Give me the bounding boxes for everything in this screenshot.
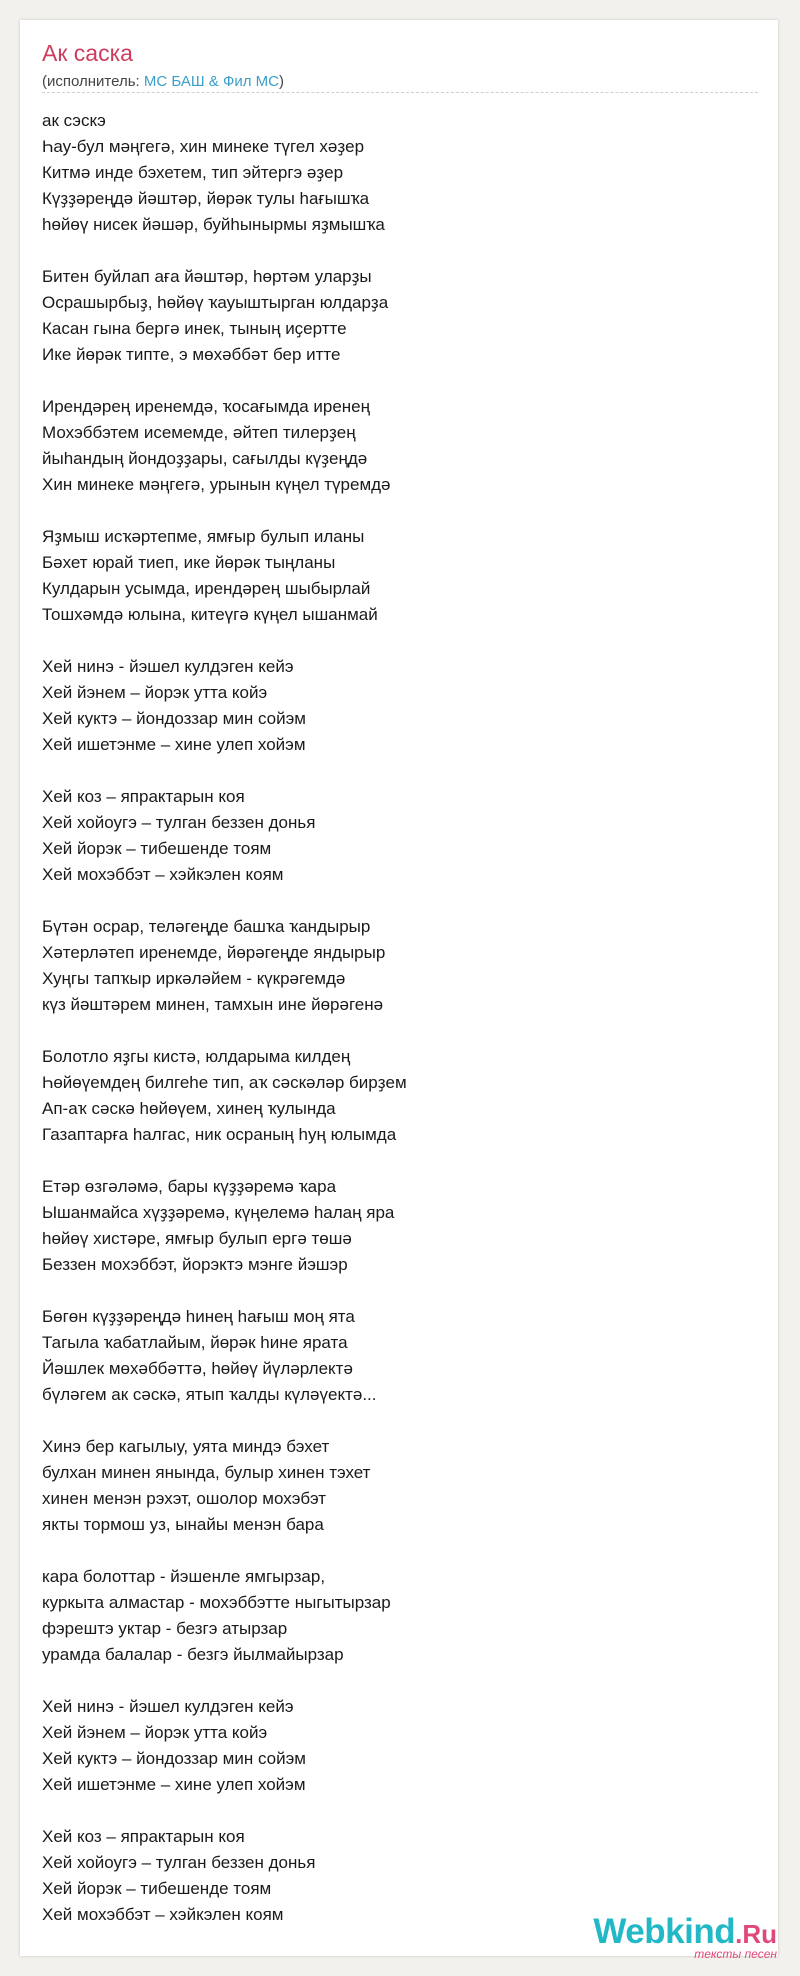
lyric-line: Һау-бул мәңгегә, хин минеке түгел хәҙер xyxy=(42,137,365,156)
lyric-line: Хей коз – япрактарын коя xyxy=(42,787,245,806)
lyric-line: Ап-аҡ сәскә һөйөүем, хинең ҡулында xyxy=(42,1099,336,1118)
stanza-gap xyxy=(42,498,758,524)
stanza xyxy=(42,914,758,1018)
stanza-gap xyxy=(42,368,758,394)
stanza xyxy=(42,394,758,498)
logo-tagline: тексты песен xyxy=(694,1947,777,1961)
lyric-line: Күҙҙәреңдә йәштәр, йөрәк тулы һағышҡа xyxy=(42,189,370,208)
lyrics-card xyxy=(20,20,778,1961)
lyric-line: күз йәштәрем минен, тамхын ине йөрәгенә xyxy=(42,995,384,1014)
song-title: Ак саска xyxy=(42,40,133,66)
stanza-gap xyxy=(42,1278,758,1304)
stanza xyxy=(42,784,758,888)
lyric-line: булхан минен янында, булыр хинен тэхет xyxy=(42,1463,371,1482)
stanza xyxy=(42,1434,758,1538)
lyric-line: Йәшлек мөхәббәттә, һөйөү йүләрлектә xyxy=(42,1359,353,1378)
lyric-line: Бөгөн күҙҙәреңдә һинең һағыш моң ята xyxy=(42,1307,355,1326)
lyric-line: Етәр өзгәләмә, бары күҙҙәремә ҡара xyxy=(42,1177,337,1196)
stanza xyxy=(42,1044,758,1148)
stanza-gap xyxy=(42,238,758,264)
lyric-line: Хей хойоугэ – тулган беззен донья xyxy=(42,1853,316,1872)
lyric-line: Хей йэнем – йорэк утта койэ xyxy=(42,1723,268,1742)
lyric-line: хинен менэн рэхэт, ошолор мохэбэт xyxy=(42,1489,327,1508)
lyric-line: Хей йорэк – тибешенде тоям xyxy=(42,1879,272,1898)
site-logo[interactable] xyxy=(582,1912,777,1961)
artist-suffix: ) xyxy=(279,73,285,90)
stanza xyxy=(42,1174,758,1278)
lyric-line: Хей коз – япрактарын коя xyxy=(42,1827,245,1846)
stanza-gap xyxy=(42,1148,758,1174)
lyric-line: Битен буйлап аға йәштәр, һөртәм уларҙы xyxy=(42,267,372,286)
lyric-line: Хей мохэббэт – хэйкэлен коям xyxy=(42,1905,284,1924)
stanza xyxy=(42,1564,758,1668)
lyric-line: Хей ишетэнме – хине улеп хойэм xyxy=(42,1775,306,1794)
stanza xyxy=(42,654,758,758)
lyric-line: Һөйөүемдең билгеһе тип, аҡ сәскәләр бирҙем xyxy=(42,1073,407,1092)
lyric-line: Хин минеке мәңгегә, урынын күңел түремдә xyxy=(42,475,391,494)
lyric-line: якты тормош уз, ынайы менэн бара xyxy=(42,1515,324,1534)
logo-tld: .Ru xyxy=(735,1919,777,1949)
lyric-line: Яҙмыш исҡәртепме, ямғыр булып иланы xyxy=(42,527,365,546)
lyric-line: һөйөү хистәре, ямғыр булып ергә төшә xyxy=(42,1229,352,1248)
stanza-gap xyxy=(42,628,758,654)
lyric-line: Мохэббэтем исемемде, әйтеп тилерҙең xyxy=(42,423,356,442)
lyric-line: ак сэскэ xyxy=(42,111,106,130)
artist-link[interactable]: МС БАШ & Фил МС xyxy=(143,73,280,90)
stanza-gap xyxy=(42,1018,758,1044)
lyric-line: Кулдарын усымда, ирендәрең шыбырлай xyxy=(42,579,371,598)
lyric-line: Осрашырбыҙ, һөйөү ҡауыштырган юлдарҙа xyxy=(42,293,389,312)
lyric-line: йыһандың йондоҙҙары, сағылды күҙеңдә xyxy=(42,449,368,468)
lyric-line: Беззен мохэббэт, йорэктэ мэнге йэшэр xyxy=(42,1255,348,1274)
lyric-line: фэрештэ уктар - безгэ атырзар xyxy=(42,1619,288,1638)
lyrics-body xyxy=(42,108,758,1928)
lyric-line: Хей йэнем – йорэк утта койэ xyxy=(42,683,268,702)
stanza xyxy=(42,108,758,238)
lyric-line: кара болоттар - йэшенле ямгырзар, xyxy=(42,1567,326,1586)
lyric-line: Хуңгы тапҡыр иркәләйем - күкрәгемдә xyxy=(42,969,346,988)
stanza-gap xyxy=(42,1538,758,1564)
stanza-gap xyxy=(42,1408,758,1434)
lyric-line: Болотло яҙгы кистә, юлдарыма килдең xyxy=(42,1047,351,1066)
logo-name: Webkind xyxy=(593,1912,736,1951)
lyric-line: Хей куктэ – йондоззар мин сойэм xyxy=(42,1749,306,1768)
lyric-line: Китмә инде бэхетем, тип эйтергэ әҙер xyxy=(42,163,344,182)
stanza-gap xyxy=(42,1668,758,1694)
lyric-line: Ышанмайса хүҙҙәремә, күңелемә һалаң яра xyxy=(42,1203,395,1222)
lyric-line: бүләгем ак сәскә, ятып ҡалды күләүектә... xyxy=(42,1385,377,1404)
lyric-line: Хәтерләтеп иренемде, йөрәгеңде яндырыр xyxy=(42,943,386,962)
lyric-line: Хинэ бер кагылыу, уята миндэ бэхет xyxy=(42,1437,330,1456)
stanza xyxy=(42,1694,758,1798)
lyric-line: Касан гына бергә инек, тының иҫертте xyxy=(42,319,347,338)
lyric-line: һөйөү нисек йәшәр, буйһынырмы яҙмышҡа xyxy=(42,215,385,234)
stanza-gap xyxy=(42,888,758,914)
lyric-line: Хей хойоугэ – тулган беззен донья xyxy=(42,813,316,832)
lyric-line: Тагыла ҡабатлайым, йөрәк һине ярата xyxy=(42,1333,348,1352)
lyric-line: Хей мохэббэт – хэйкэлен коям xyxy=(42,865,284,884)
lyric-line: куркыта алмастар - мохэббэтте ныгытырзар xyxy=(42,1593,391,1612)
stanza-gap xyxy=(42,758,758,784)
lyric-line: Газаптарға һалгас, ник осраның һуң юлымда xyxy=(42,1125,397,1144)
lyric-line: Хей йорэк – тибешенде тоям xyxy=(42,839,272,858)
lyric-line: Тошхәмдә юлына, китеүгә күңел ышанмай xyxy=(42,605,378,624)
artist-prefix: (исполнитель: xyxy=(42,73,144,90)
lyric-line: Бүтән осрар, теләгеңде башҡа ҡандырыр xyxy=(42,917,371,936)
lyric-line: Хей куктэ – йондоззар мин сойэм xyxy=(42,709,306,728)
lyric-line: Ирендәрең иренемдә, ҡосағымда иренең xyxy=(42,397,371,416)
stanza xyxy=(42,1304,758,1408)
lyric-line: Хей ишетэнме – хине улеп хойэм xyxy=(42,735,306,754)
lyric-line: Хей нинэ - йэшел кулдэген кейэ xyxy=(42,657,294,676)
artist-line xyxy=(42,74,284,89)
lyric-line: Бәхет юрай тиеп, ике йөрәк тыңланы xyxy=(42,553,336,572)
stanza xyxy=(42,524,758,628)
lyric-line: урамда балалар - безгэ йылмайырзар xyxy=(42,1645,344,1664)
lyric-line: Ике йөрәк типте, э мөхәббәт бер итте xyxy=(42,345,341,364)
stanza-gap xyxy=(42,1798,758,1824)
stanza xyxy=(42,264,758,368)
lyric-line: Хей нинэ - йэшел кулдэген кейэ xyxy=(42,1697,294,1716)
divider xyxy=(42,92,758,93)
